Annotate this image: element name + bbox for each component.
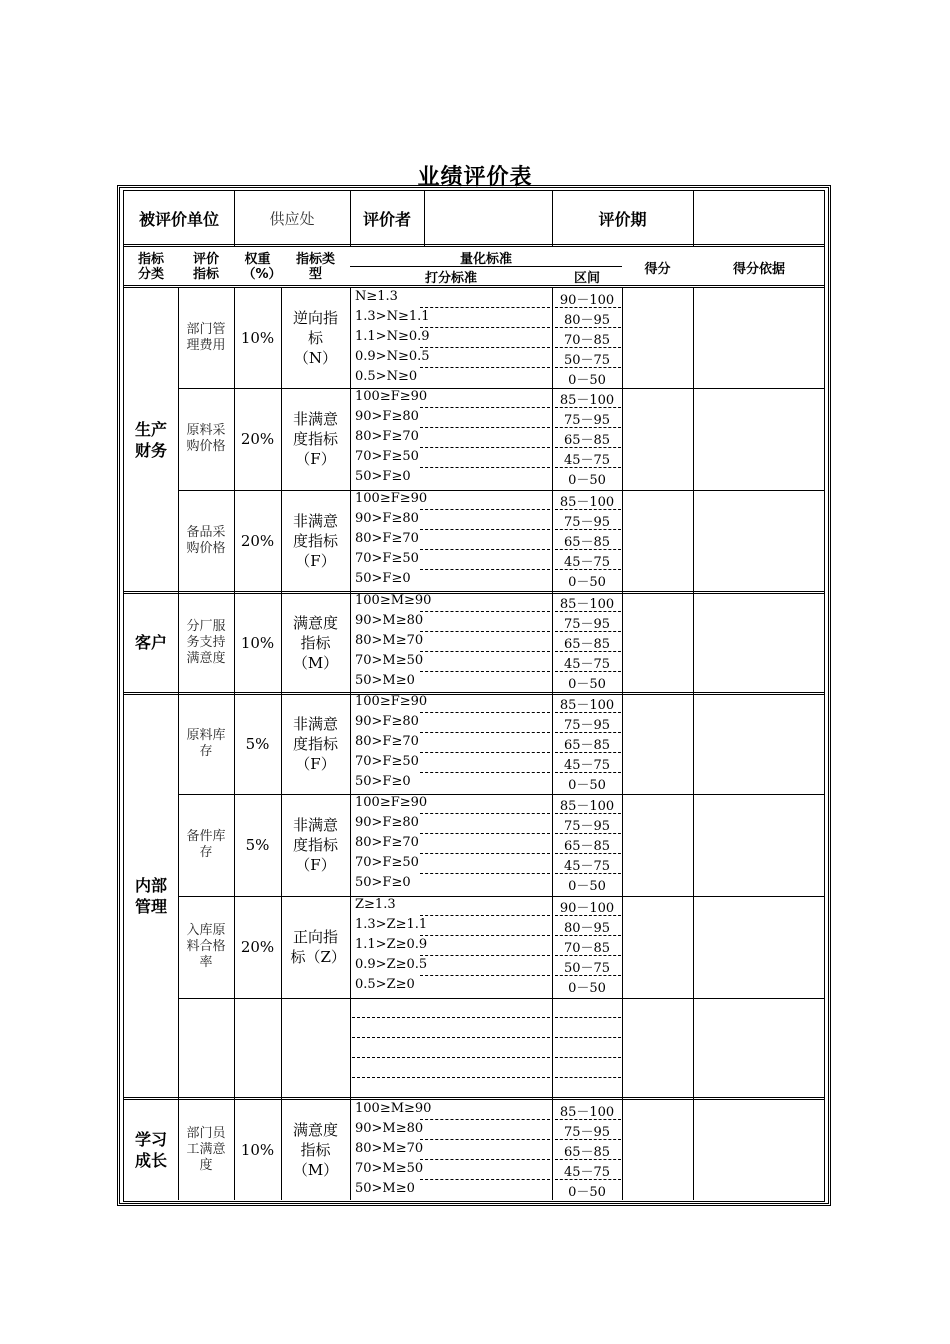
standard-row <box>350 570 622 590</box>
standard-range: 65－85 <box>563 839 611 854</box>
standard-range: 80－95 <box>563 313 611 328</box>
standard-row <box>350 956 622 976</box>
standard-range: 70－85 <box>563 941 611 956</box>
indicator-name <box>178 794 234 896</box>
standard-row <box>350 308 622 328</box>
standard-row <box>350 652 622 672</box>
standard-row <box>350 1180 622 1200</box>
column-line <box>693 288 694 1200</box>
col-score: 得分 <box>644 261 671 277</box>
standard-condition: 80>M≥70 <box>355 1141 424 1156</box>
standard-range: 90－100 <box>559 901 615 916</box>
score-cell[interactable] <box>622 998 693 1098</box>
standard-condition: 90>F≥80 <box>355 815 419 830</box>
standard-condition: 50>M≥0 <box>355 1181 415 1196</box>
standard-row <box>350 896 622 916</box>
basis-cell[interactable] <box>693 998 825 1098</box>
standard-range: 75－95 <box>563 413 611 428</box>
basis-cell[interactable] <box>693 1100 825 1200</box>
standard-range: 85－100 <box>559 1105 615 1120</box>
col-indicator: 评价指标 <box>192 252 219 282</box>
standard-condition: 100≥F≥90 <box>355 389 428 404</box>
standard-row <box>350 998 622 1018</box>
indicator-name-text: 分厂服务支持满意度 <box>186 618 226 666</box>
standard-range: 65－85 <box>563 535 611 550</box>
standard-range: 85－100 <box>559 393 615 408</box>
standard-row <box>350 1018 622 1038</box>
standard-condition: 50>F≥0 <box>355 571 411 586</box>
standard-condition: 100≥M≥90 <box>355 1101 432 1116</box>
standard-row <box>350 1058 622 1078</box>
standard-row <box>350 1100 622 1120</box>
standard-condition: 1.1>Z≥0.9 <box>355 937 428 952</box>
basis-cell[interactable] <box>693 388 825 490</box>
score-cell[interactable] <box>622 1100 693 1200</box>
column-line <box>552 288 553 1200</box>
standard-row <box>350 288 622 308</box>
indicator-name-text: 部门管理费用 <box>186 322 226 353</box>
standard-range: 75－95 <box>563 617 611 632</box>
category-cell: 学习 成长 <box>134 1130 167 1170</box>
standard-range: 75－95 <box>563 515 611 530</box>
standard-condition: 90>F≥80 <box>355 409 419 424</box>
standard-row <box>350 693 622 713</box>
standard-condition: 50>M≥0 <box>355 673 415 688</box>
standard-row <box>350 368 622 388</box>
indicator-type-text: 满意度指标（M） <box>292 1121 339 1179</box>
indicator-type <box>281 794 350 896</box>
indicator-name <box>178 896 234 998</box>
standard-row <box>350 632 622 652</box>
score-cell[interactable] <box>622 896 693 998</box>
indicator-type-text: 非满意度指标（F） <box>292 410 338 468</box>
standard-row <box>350 592 622 612</box>
indicator-type <box>281 998 350 1098</box>
standard-condition: 50>F≥0 <box>355 774 411 789</box>
score-cell[interactable] <box>622 288 693 388</box>
col-weight: 权重（%） <box>242 252 282 282</box>
score-cell[interactable] <box>622 794 693 896</box>
col-std: 打分标准 <box>424 271 477 286</box>
standard-row <box>350 328 622 348</box>
standard-condition: 70>F≥50 <box>355 449 419 464</box>
standard-range: 65－85 <box>563 637 611 652</box>
standard-row <box>350 753 622 773</box>
evaluator-label: 评价者 <box>362 210 411 229</box>
indicator-name-text: 备件库存 <box>186 829 226 860</box>
standard-range: 50－75 <box>563 353 611 368</box>
col-category: 指标分类 <box>137 252 164 282</box>
standard-condition: 90>M≥80 <box>355 613 424 628</box>
standard-range: 80－95 <box>563 921 611 936</box>
standard-row <box>350 468 622 488</box>
standard-range: 65－85 <box>563 433 611 448</box>
basis-cell[interactable] <box>693 794 825 896</box>
standard-row <box>350 976 622 996</box>
standard-range: 0－50 <box>568 778 606 793</box>
standard-condition: 80>M≥70 <box>355 633 424 648</box>
indicator-name <box>178 490 234 592</box>
indicator-name-text: 入库原料合格率 <box>186 923 226 970</box>
column-line <box>234 288 235 1200</box>
standard-row <box>350 612 622 632</box>
standard-condition: 80>F≥70 <box>355 734 419 749</box>
standard-range: 75－95 <box>563 819 611 834</box>
standard-range: 0－50 <box>568 473 606 488</box>
standard-condition: 100≥F≥90 <box>355 795 428 810</box>
standard-condition: 90>F≥80 <box>355 714 419 729</box>
indicator-weight <box>234 998 281 1098</box>
indicator-weight: 10% <box>240 329 275 347</box>
standard-condition: 1.3>Z≥1.1 <box>355 917 428 932</box>
column-line <box>622 288 623 1200</box>
indicator-name <box>178 693 234 794</box>
indicator-weight: 20% <box>240 938 275 956</box>
standard-condition: 80>F≥70 <box>355 429 419 444</box>
standard-condition: 0.9>N≥0.5 <box>355 349 430 364</box>
standard-row <box>350 1038 622 1058</box>
standard-range: 75－95 <box>563 718 611 733</box>
standard-row <box>350 530 622 550</box>
standard-condition: 70>M≥50 <box>355 1161 424 1176</box>
col-range: 区间 <box>573 271 600 286</box>
indicator-name-text: 原料库存 <box>186 727 226 759</box>
evaluator-value[interactable] <box>424 191 552 246</box>
indicator-weight: 20% <box>240 430 275 448</box>
page-title: 业绩评价表 <box>417 164 533 190</box>
standard-range: 75－95 <box>563 1125 611 1140</box>
column-line <box>178 288 179 1200</box>
standard-row <box>350 713 622 733</box>
standard-condition: 70>F≥50 <box>355 754 419 769</box>
indicator-name <box>178 592 234 693</box>
indicator-type-text: 非满意度指标（F） <box>292 816 338 874</box>
standard-range: 65－85 <box>563 1145 611 1160</box>
standard-row <box>350 874 622 894</box>
standard-condition: 1.1>N≥0.9 <box>355 329 430 344</box>
standard-condition: 100≥F≥90 <box>355 694 428 709</box>
standard-condition: 90>F≥80 <box>355 511 419 526</box>
period-value[interactable] <box>693 191 825 246</box>
standard-condition: 0.9>Z≥0.5 <box>355 957 428 972</box>
indicator-type <box>281 388 350 490</box>
standard-row <box>350 814 622 834</box>
standard-row <box>350 834 622 854</box>
standard-row <box>350 1140 622 1160</box>
unit-label: 被评价单位 <box>138 210 219 229</box>
indicator-name <box>178 288 234 388</box>
col-quant: 量化标准 <box>459 251 512 267</box>
standard-range: 0－50 <box>568 373 606 388</box>
indicator-type <box>281 693 350 794</box>
standard-range: 50－75 <box>563 961 611 976</box>
col-basis: 得分依据 <box>732 261 785 277</box>
standard-row <box>350 1160 622 1180</box>
indicator-type-text: 非满意度指标（F） <box>292 714 338 773</box>
standard-range: 65－85 <box>563 738 611 753</box>
standard-range: 90－100 <box>559 293 615 308</box>
standard-row <box>350 1078 622 1098</box>
standard-row <box>350 733 622 753</box>
standard-range: 45－75 <box>563 453 611 468</box>
standard-range: 85－100 <box>559 495 615 510</box>
indicator-weight: 5% <box>245 836 270 854</box>
standard-range: 0－50 <box>568 981 606 996</box>
standard-row <box>350 854 622 874</box>
standard-condition: 70>F≥50 <box>355 855 419 870</box>
basis-cell[interactable] <box>693 592 825 693</box>
standard-condition: 50>F≥0 <box>355 875 411 890</box>
standard-condition: 1.3>N≥1.1 <box>355 309 430 324</box>
indicator-type <box>281 490 350 592</box>
indicator-weight: 10% <box>240 1141 275 1159</box>
standard-range: 0－50 <box>568 575 606 590</box>
standard-condition: 100≥M≥90 <box>355 593 432 608</box>
unit-value: 供应处 <box>269 210 315 228</box>
indicator-weight: 20% <box>240 532 275 550</box>
category-cell: 客户 <box>134 633 167 652</box>
standard-row <box>350 490 622 510</box>
period-label: 评价期 <box>598 210 647 229</box>
standard-range: 85－100 <box>559 799 615 814</box>
indicator-name <box>178 1100 234 1200</box>
standard-range: 0－50 <box>568 677 606 692</box>
standard-row <box>350 936 622 956</box>
standard-condition: 50>F≥0 <box>355 469 411 484</box>
standard-range: 45－75 <box>563 555 611 570</box>
standard-condition: N≥1.3 <box>355 289 398 304</box>
score-cell[interactable] <box>622 388 693 490</box>
standard-row <box>350 550 622 570</box>
standard-condition: 70>F≥50 <box>355 551 419 566</box>
score-cell[interactable] <box>622 592 693 693</box>
standard-row <box>350 794 622 814</box>
standard-range: 70－85 <box>563 333 611 348</box>
standard-range: 85－100 <box>559 698 615 713</box>
standard-row <box>350 448 622 468</box>
standard-row <box>350 428 622 448</box>
score-cell[interactable] <box>622 490 693 592</box>
indicator-name-text: 原料采购价格 <box>186 423 226 454</box>
standard-condition: 90>M≥80 <box>355 1121 424 1136</box>
category-cell: 内部 管理 <box>134 875 167 916</box>
category-cell: 生产 财务 <box>134 420 167 460</box>
basis-cell[interactable] <box>693 693 825 794</box>
standard-condition: 0.5>Z≥0 <box>355 977 415 992</box>
indicator-name-text: 部门员工满意度 <box>186 1126 226 1173</box>
standard-range: 85－100 <box>559 597 615 612</box>
standard-row <box>350 773 622 793</box>
standard-row <box>350 510 622 530</box>
standard-row <box>350 348 622 368</box>
standard-range: 45－75 <box>563 859 611 874</box>
column-line <box>281 288 282 1200</box>
standard-range: 0－50 <box>568 1185 606 1200</box>
indicator-type-text: 逆向指标（N） <box>292 309 338 367</box>
indicator-type-text: 正向指标（Z） <box>290 928 346 966</box>
basis-cell[interactable] <box>693 288 825 388</box>
standard-row <box>350 916 622 936</box>
standard-condition: 70>M≥50 <box>355 653 424 668</box>
basis-cell[interactable] <box>693 896 825 998</box>
score-cell[interactable] <box>622 693 693 794</box>
indicator-name <box>178 388 234 490</box>
indicator-name <box>178 998 234 1098</box>
indicator-name-text: 备品采购价格 <box>186 525 226 556</box>
indicator-type-text: 满意度指标（M） <box>292 613 339 672</box>
standard-condition: Z≥1.3 <box>355 897 396 912</box>
standard-range: 45－75 <box>563 758 611 773</box>
basis-cell[interactable] <box>693 490 825 592</box>
standard-range: 45－75 <box>563 1165 611 1180</box>
indicator-type-text: 非满意度指标（F） <box>292 512 338 570</box>
standard-range: 0－50 <box>568 879 606 894</box>
indicator-type <box>281 896 350 998</box>
standard-condition: 80>F≥70 <box>355 531 419 546</box>
column-line <box>350 288 351 1200</box>
indicator-type <box>281 592 350 693</box>
standard-condition: 80>F≥70 <box>355 835 419 850</box>
standard-row <box>350 388 622 408</box>
indicator-type <box>281 1100 350 1200</box>
standard-condition: 0.5>N≥0 <box>355 369 418 384</box>
standard-row <box>350 408 622 428</box>
indicator-weight: 5% <box>245 734 270 753</box>
standard-row <box>350 1120 622 1140</box>
indicator-weight: 10% <box>240 633 275 652</box>
col-type: 指标类型 <box>295 252 335 282</box>
standard-range: 45－75 <box>563 657 611 672</box>
standard-condition: 100≥F≥90 <box>355 491 428 506</box>
indicator-type <box>281 288 350 388</box>
standard-row <box>350 672 622 692</box>
